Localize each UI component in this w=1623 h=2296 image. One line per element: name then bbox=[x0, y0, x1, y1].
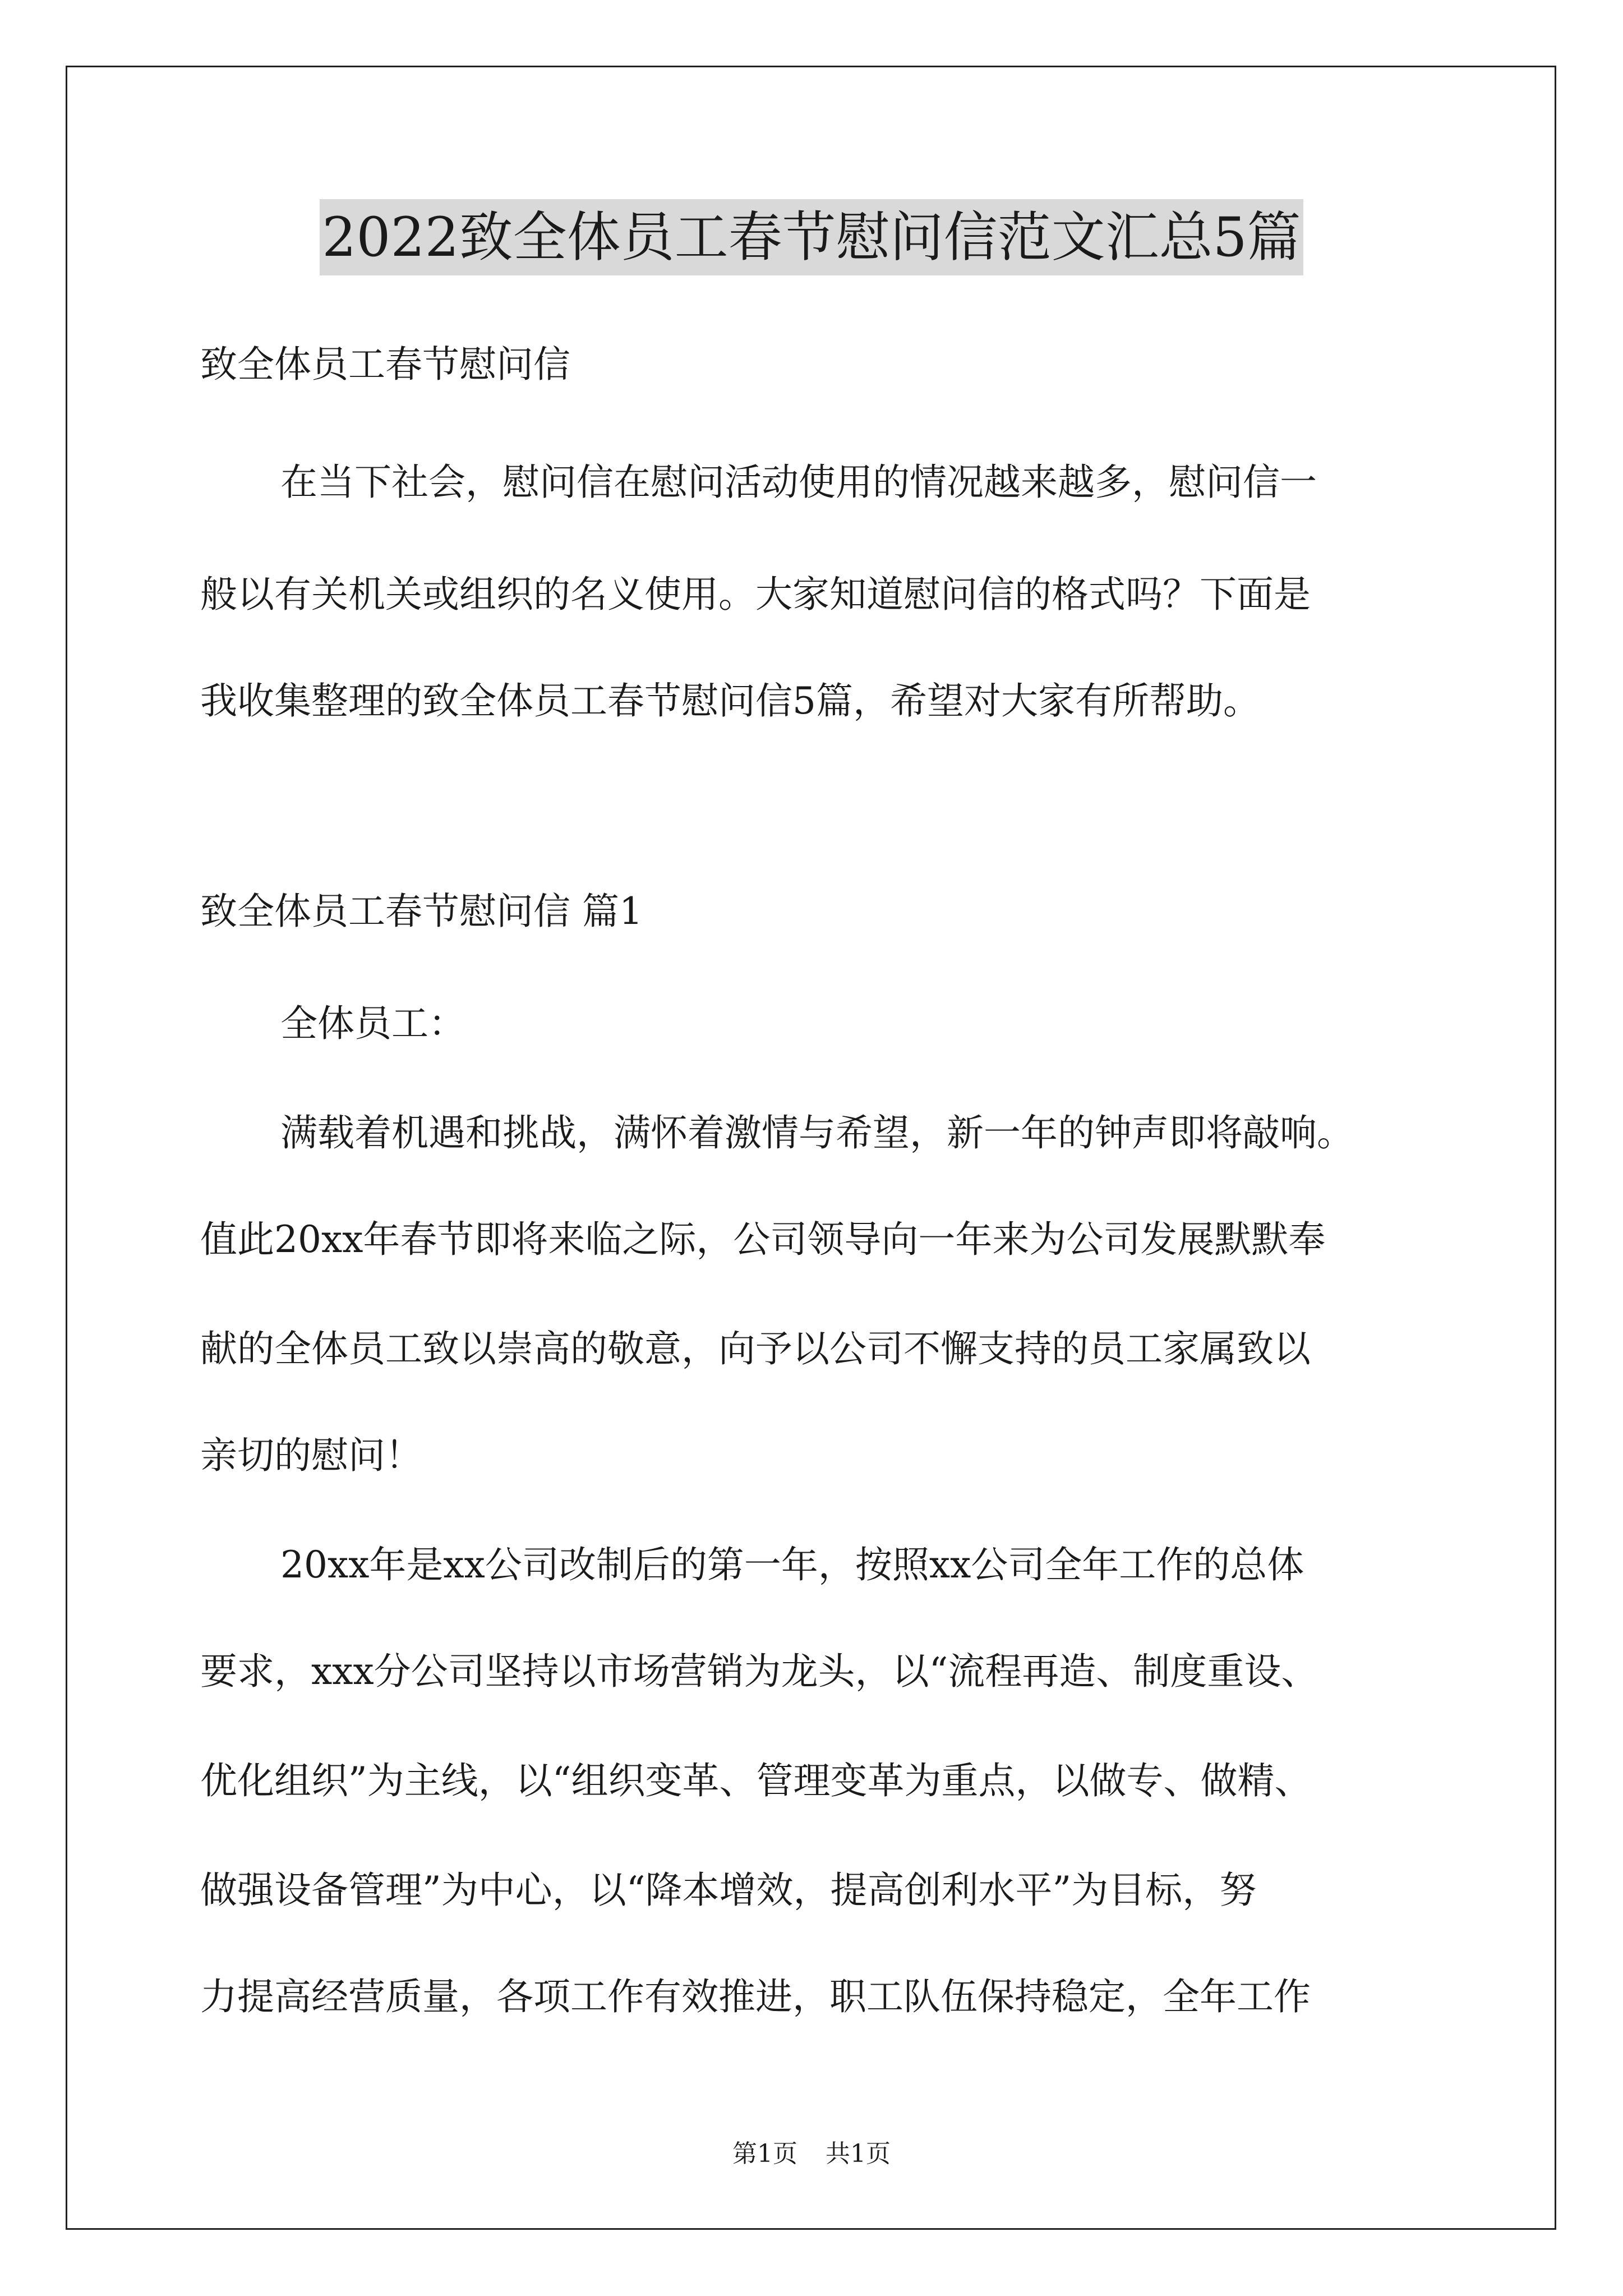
section-heading: 致全体员工春节慰问信 bbox=[200, 343, 570, 386]
paragraph-line: 在当下社会，慰问信在慰问活动使用的情况越来越多，慰问信一 bbox=[280, 461, 1317, 504]
section-heading: 致全体员工春节慰问信 篇1 bbox=[200, 890, 643, 933]
paragraph-line: 献的全体员工致以崇高的敬意，向予以公司不懈支持的员工家属致以 bbox=[200, 1327, 1311, 1370]
document-title-container bbox=[0, 199, 1623, 275]
page-number: 第1页 bbox=[732, 2139, 797, 2168]
paragraph-line: 做强设备管理”为中心，以“降本增效，提高创利水平”为目标，努 bbox=[200, 1869, 1257, 1912]
paragraph-line: 要求，xxx分公司坚持以市场营销为龙头，以“流程再造、制度重设、 bbox=[200, 1650, 1318, 1693]
paragraph-line: 值此20xx年春节即将来临之际，公司领导向一年来为公司发展默默奉 bbox=[200, 1218, 1326, 1261]
paragraph-line: 般以有关机关或组织的名义使用。大家知道慰问信的格式吗？下面是 bbox=[200, 573, 1311, 616]
document-title: 2022致全体员工春节慰问信范文汇总5篇 bbox=[320, 199, 1303, 275]
paragraph-line: 力提高经营质量，各项工作有效推进，职工队伍保持稳定，全年工作 bbox=[200, 1975, 1311, 2018]
paragraph-line: 20xx年是xx公司改制后的第一年，按照xx公司全年工作的总体 bbox=[280, 1543, 1304, 1586]
paragraph-line: 全体员工： bbox=[280, 1002, 465, 1045]
paragraph-line: 亲切的慰问！ bbox=[200, 1434, 422, 1477]
paragraph-line: 满载着机遇和挑战，满怀着激情与希望，新一年的钟声即将敲响。 bbox=[280, 1111, 1354, 1154]
paragraph-line: 我收集整理的致全体员工春节慰问信5篇，希望对大家有所帮助。 bbox=[200, 679, 1260, 723]
paragraph-line: 优化组织”为主线，以“组织变革、管理变革为重点，以做专、做精、 bbox=[200, 1759, 1312, 1802]
page-total: 共1页 bbox=[826, 2139, 891, 2168]
page-footer bbox=[0, 2137, 1623, 2171]
